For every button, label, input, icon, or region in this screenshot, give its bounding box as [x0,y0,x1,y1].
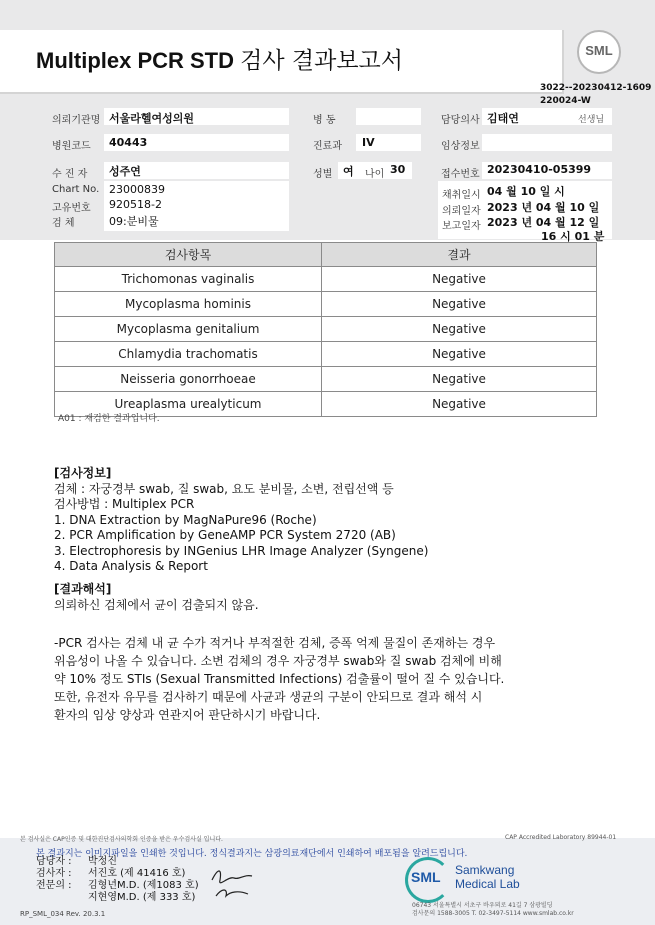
table-row [55,292,597,317]
dept-value: IV [362,136,375,149]
interpretation-line: 위음성이 나올 수 있습니다. 소변 검체의 경우 자궁경부 swab와 질 swab 검체에 비해 [54,654,502,668]
doctor-suffix: 선생님 [578,115,605,125]
test-info-heading: [검사정보] [54,466,112,480]
interpretation-heading: [결과해석] [54,582,112,596]
institution-value: 서울라헬여성의원 [109,112,195,125]
chart-label: Chart No. [52,184,100,195]
request-value: 2023 년 04 월 10 일 [487,201,600,214]
staff-role: 담당자 : [36,856,72,867]
specimen-label: 검 체 [52,218,75,229]
retest-note: A01 : 재검한 결과입니다. [58,414,160,424]
institution-label: 의뢰기관명 [52,115,101,126]
name-value: 성주연 [109,165,141,178]
table-row [55,267,597,292]
staff-role: 검사자 : [36,868,72,879]
interpretation-line: -PCR 검사는 검체 내 균 수가 적거나 부적절한 검체, 증폭 억제 물질이 존재하는 경우 [54,636,496,650]
print-notice: 본 결과지는 이미지파일을 인쇄한 것입니다. 정식결과지는 삼광의료재단에서 인쇄하여 배포됨을 알려드립니다. [36,849,468,859]
lab-address: 06743 서울특별시 서초구 바우뫼로 41길 7 삼광빌딩 [412,902,553,909]
collect-value: 04 월 10 일 시 [487,185,565,198]
signature-icon [208,866,268,900]
report-label: 보고일자 [442,221,481,232]
specimen-value: 09:분비물 [109,215,159,228]
hospital-code-label: 병원코드 [52,141,91,152]
interpretation-line: 또한, 유전자 유무를 검사하기 때문에 사균과 생균의 구분이 안되므로 결과 해석 시 [54,690,483,704]
collect-label: 채취일시 [442,190,481,201]
interpretation-summary: 의뢰하신 검체에서 균이 검출되지 않음. [54,597,259,612]
cap-number: CAP Accredited Laboratory 89944-01 [505,834,617,841]
test-info-line: 검사방법 : Multiplex PCR [54,497,195,511]
chart-value: 23000839 [109,183,165,196]
doc-no-line-2: 220024-W [540,96,591,106]
test-item: Trichomonas vaginalis [55,267,322,292]
test-result: Negative [322,392,597,417]
table-row [55,342,597,367]
test-info-section [54,466,428,575]
request-label: 의뢰일자 [442,206,481,217]
staff-name: 서진호 (제 41416 호) [88,868,186,879]
test-result: Negative [322,317,597,342]
lab-phone: 검사문의 1588-3005 T. 02-3497-5114 www.smlab.co.kr [412,910,574,917]
name-label: 수 진 자 [52,169,88,180]
test-info-line: 검체 : 자궁경부 swab, 질 swab, 요도 분비물, 소변, 전립선액 등 [54,481,394,496]
accreditation-text: 본 검사실은 CAP인증 및 대한진단검사의학회 인증을 받은 우수검사실 입니다. [20,836,223,843]
sex-value: 여 [343,165,354,178]
ward-label: 병 동 [313,115,336,126]
dept-label: 진료과 [313,141,342,152]
test-info-line: 2. PCR Amplification by GeneAMP PCR System 2720 (AB) [54,528,396,542]
revision-code: RP_SML_034 Rev. 20.3.1 [20,910,106,918]
samkwang-logo-text: SML [411,869,441,885]
table-row [55,367,597,392]
test-result: Negative [322,367,597,392]
test-item: Mycoplasma genitalium [55,317,322,342]
staff-role: 전문의 : [36,880,72,891]
sex-label: 성별 [313,169,333,180]
report-value: 2023 년 04 월 12 일 [487,216,600,229]
logo-text: SML [585,43,613,58]
lab-name-line-2: Medical Lab [455,877,520,891]
col-result-header: 결과 [322,243,597,267]
receipt-label: 접수번호 [441,169,480,180]
doctor-value: 김태연 [487,112,519,125]
hospital-code-value: 40443 [109,136,148,149]
test-result: Negative [322,342,597,367]
receipt-value: 20230410-05399 [487,163,592,176]
interpretation-line: 약 10% 정도 STIs (Sexual Transmitted Infections) 검출률이 떨어 질 수 있습니다. [54,672,505,686]
age-value: 30 [390,163,406,176]
report-title [36,42,403,75]
report-time-value: 16 시 01 분 [541,230,605,243]
interpretation-line: 환자의 임상 양상과 연관지어 판단하시기 바랍니다. [54,708,321,722]
title-korean: 검사 결과보고서 [240,48,403,74]
clinical-box [482,134,612,151]
interpretation-notes [54,634,504,724]
title-english: Multiplex PCR STD [36,48,235,73]
staff-name: 지현영M.D. (제 333 호) [88,892,196,903]
sml-logo [577,30,621,74]
interpretation-section [54,582,259,613]
lab-name [455,863,520,891]
staff-name: 김형년M.D. (제1083 호) [88,880,199,891]
test-item: Ureaplasma urealyticum [55,392,322,417]
test-info-line: 4. Data Analysis & Report [54,559,208,573]
test-info-line: 3. Electrophoresis by INGenius LHR Image Analyzer (Syngene) [54,543,429,558]
age-label: 나이 [365,169,385,180]
staff-name: 박정진 [88,856,117,867]
table-header-row [55,243,597,267]
unique-value: 920518-2 [109,198,162,211]
test-item: Mycoplasma hominis [55,292,322,317]
samkwang-logo [405,857,449,899]
staff-line [36,888,195,903]
col-item-header: 검사항목 [55,243,322,267]
ward-box [356,108,421,125]
test-info-line: 1. DNA Extraction by MagNaPure96 (Roche) [54,512,317,527]
test-item: Chlamydia trachomatis [55,342,322,367]
document-number [540,82,651,108]
table-row [55,317,597,342]
test-result: Negative [322,292,597,317]
clinical-label: 임상정보 [441,141,480,152]
results-table [54,242,597,417]
doctor-label: 담당의사 [441,115,480,126]
unique-label: 고유번호 [52,203,91,214]
test-item: Neisseria gonorrhoeae [55,367,322,392]
lab-name-line-1: Samkwang [455,863,515,877]
test-result: Negative [322,267,597,292]
doc-no-line-1: 3022--20230412-1609 [540,83,652,93]
